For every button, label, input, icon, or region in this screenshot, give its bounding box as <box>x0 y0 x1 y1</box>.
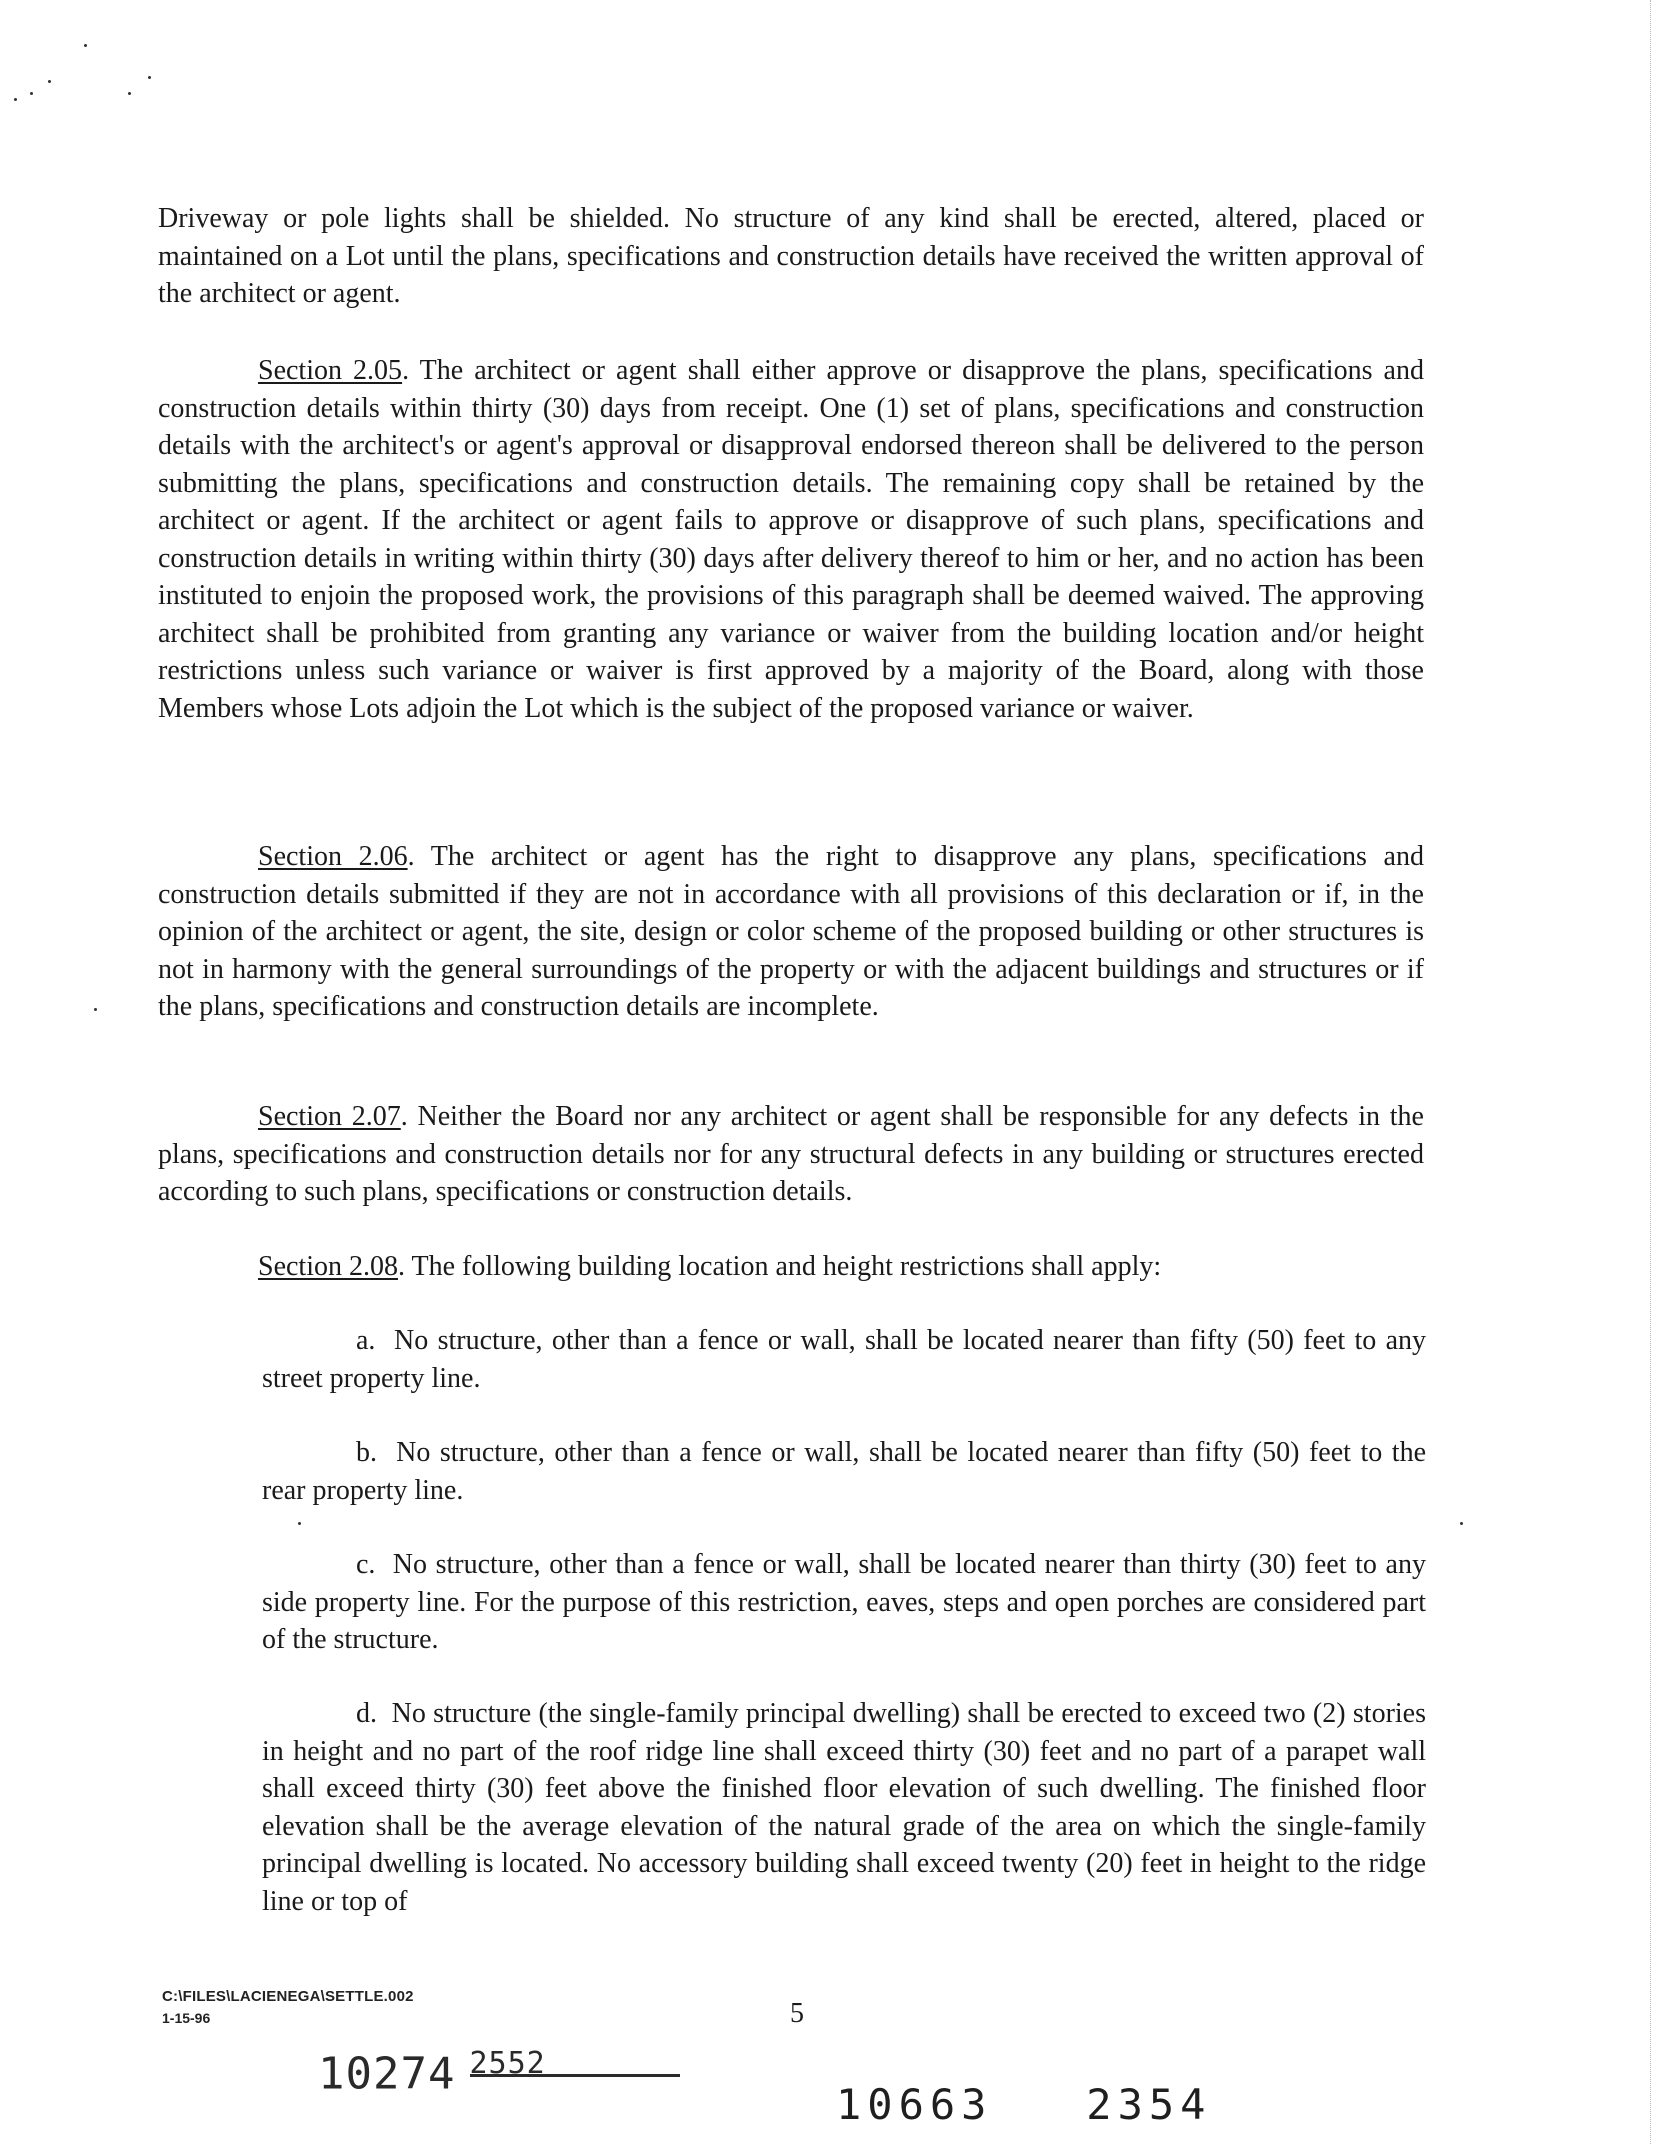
footer-file-path: C:\FILES\LACIENEGA\SETTLE.002 <box>162 1988 414 2005</box>
recording-stamp-number: 10274 <box>318 2048 456 2100</box>
scan-speck <box>148 76 151 79</box>
restriction-d <box>262 1695 1426 1920</box>
section-body: . Neither the Board nor any architect or agent shall be responsible for any defects in the plans, specifications and construction details nor for any structural defects in any building or structures erected according to such plans, specifications or construction details. <box>158 1101 1424 1207</box>
scan-speck <box>84 44 87 47</box>
section-heading: Section 2.07 <box>258 1101 401 1132</box>
restriction-c <box>262 1546 1426 1659</box>
restriction-label: a. <box>356 1325 376 1356</box>
intro-paragraph: Driveway or pole lights shall be shielded. No structure of any kind shall be erected, altered, placed or maintained on a Lot until the plans, specifications and construction details have received the written approval of the architect or agent. <box>158 203 1424 309</box>
scan-speck <box>1460 1522 1463 1525</box>
recording-stamp-first <box>318 2046 546 2100</box>
restriction-text: No structure, other than a fence or wall, shall be located nearer than thirty (30) feet to any side property line. For the purpose of this restriction, eaves, steps and open porches are considered part of the structure. <box>262 1549 1426 1655</box>
restriction-label: c. <box>356 1549 376 1580</box>
restriction-text: No structure, other than a fence or wall, shall be located nearer than fifty (50) feet to the rear property line. <box>262 1437 1427 1506</box>
scan-speck <box>94 1008 97 1011</box>
section-body: . The following building location and height restrictions shall apply: <box>398 1251 1162 1282</box>
restriction-text: No structure, other than a fence or wall, shall be located nearer than fifty (50) feet to any street property line. <box>262 1325 1427 1394</box>
scan-speck <box>30 92 33 95</box>
section-2-07-paragraph <box>158 1098 1424 1211</box>
section-heading: Section 2.05 <box>258 355 403 386</box>
recording-stamp-number: 10663 <box>836 2080 993 2129</box>
restriction-a <box>262 1322 1426 1397</box>
section-2-06-paragraph <box>158 838 1424 1026</box>
section-heading: Section 2.06 <box>258 841 408 872</box>
restriction-b <box>262 1434 1426 1509</box>
recording-stamp-second <box>836 2080 1211 2129</box>
restriction-text: No structure (the single-family principal dwelling) shall be erected to exceed two (2) stories in height and no part of the roof ridge line shall exceed thirty (30) feet and no part of a parapet wall shall exceed thirty (30) feet above the finished floor elevation of such dwelling. The finished floor elevation shall be the average elevation of the natural grade of the area on which the single-family principal dwelling is located. No accessory building shall exceed twenty (20) feet in height to the ridge line or top of <box>262 1698 1427 1917</box>
recording-stamp-struck-number: 2552 <box>469 2046 546 2081</box>
section-heading: Section 2.08 <box>258 1251 398 1282</box>
section-2-05-paragraph <box>158 352 1424 727</box>
restriction-label: b. <box>356 1437 377 1468</box>
recording-stamp-page: 2354 <box>1086 2080 1212 2129</box>
scan-speck <box>298 1522 301 1525</box>
stamp-strike-line <box>470 2074 680 2077</box>
scan-speck <box>48 80 51 83</box>
section-body: . The architect or agent shall either approve or disapprove the plans, specifications and construction details within thirty (30) days from receipt. One (1) set of plans, specifications and construction details with the architect's or agent's approval or disapproval endorsed thereon shall be delivered to the person submitting the plans, specifications and construction details. The remaining copy shall be retained by the architect or agent. If the architect or agent fails to approve or disapprove of such plans, specifications and construction details in writing within thirty (30) days after delivery thereof to him or her, and no action has been instituted to enjoin the proposed work, the provisions of this paragraph shall be deemed waived. The approving architect shall be prohibited from granting any variance or waiver from the building location and/or height restrictions unless such variance or waiver is first approved by a majority of the Board, along with those Members whose Lots adjoin the Lot which is the subject of the proposed variance or waiver. <box>158 355 1424 724</box>
section-2-08-paragraph <box>158 1248 1424 1286</box>
section-body: . The architect or agent has the right to disapprove any plans, specifications and construction details submitted if they are not in accordance with all provisions of this declaration or if, in the opinion of the architect or agent, the site, design or color scheme of the proposed building or other structures is not in harmony with the general surroundings of the property or with the adjacent buildings and structures or if the plans, specifications and construction details are incomplete. <box>158 841 1424 1022</box>
footer-date: 1-15-96 <box>162 2010 211 2026</box>
restriction-label: d. <box>356 1698 377 1729</box>
scan-speck <box>128 92 131 95</box>
scan-speck <box>14 98 17 101</box>
page-edge-rule <box>1650 0 1651 2144</box>
page-number: 5 <box>790 1998 804 2029</box>
